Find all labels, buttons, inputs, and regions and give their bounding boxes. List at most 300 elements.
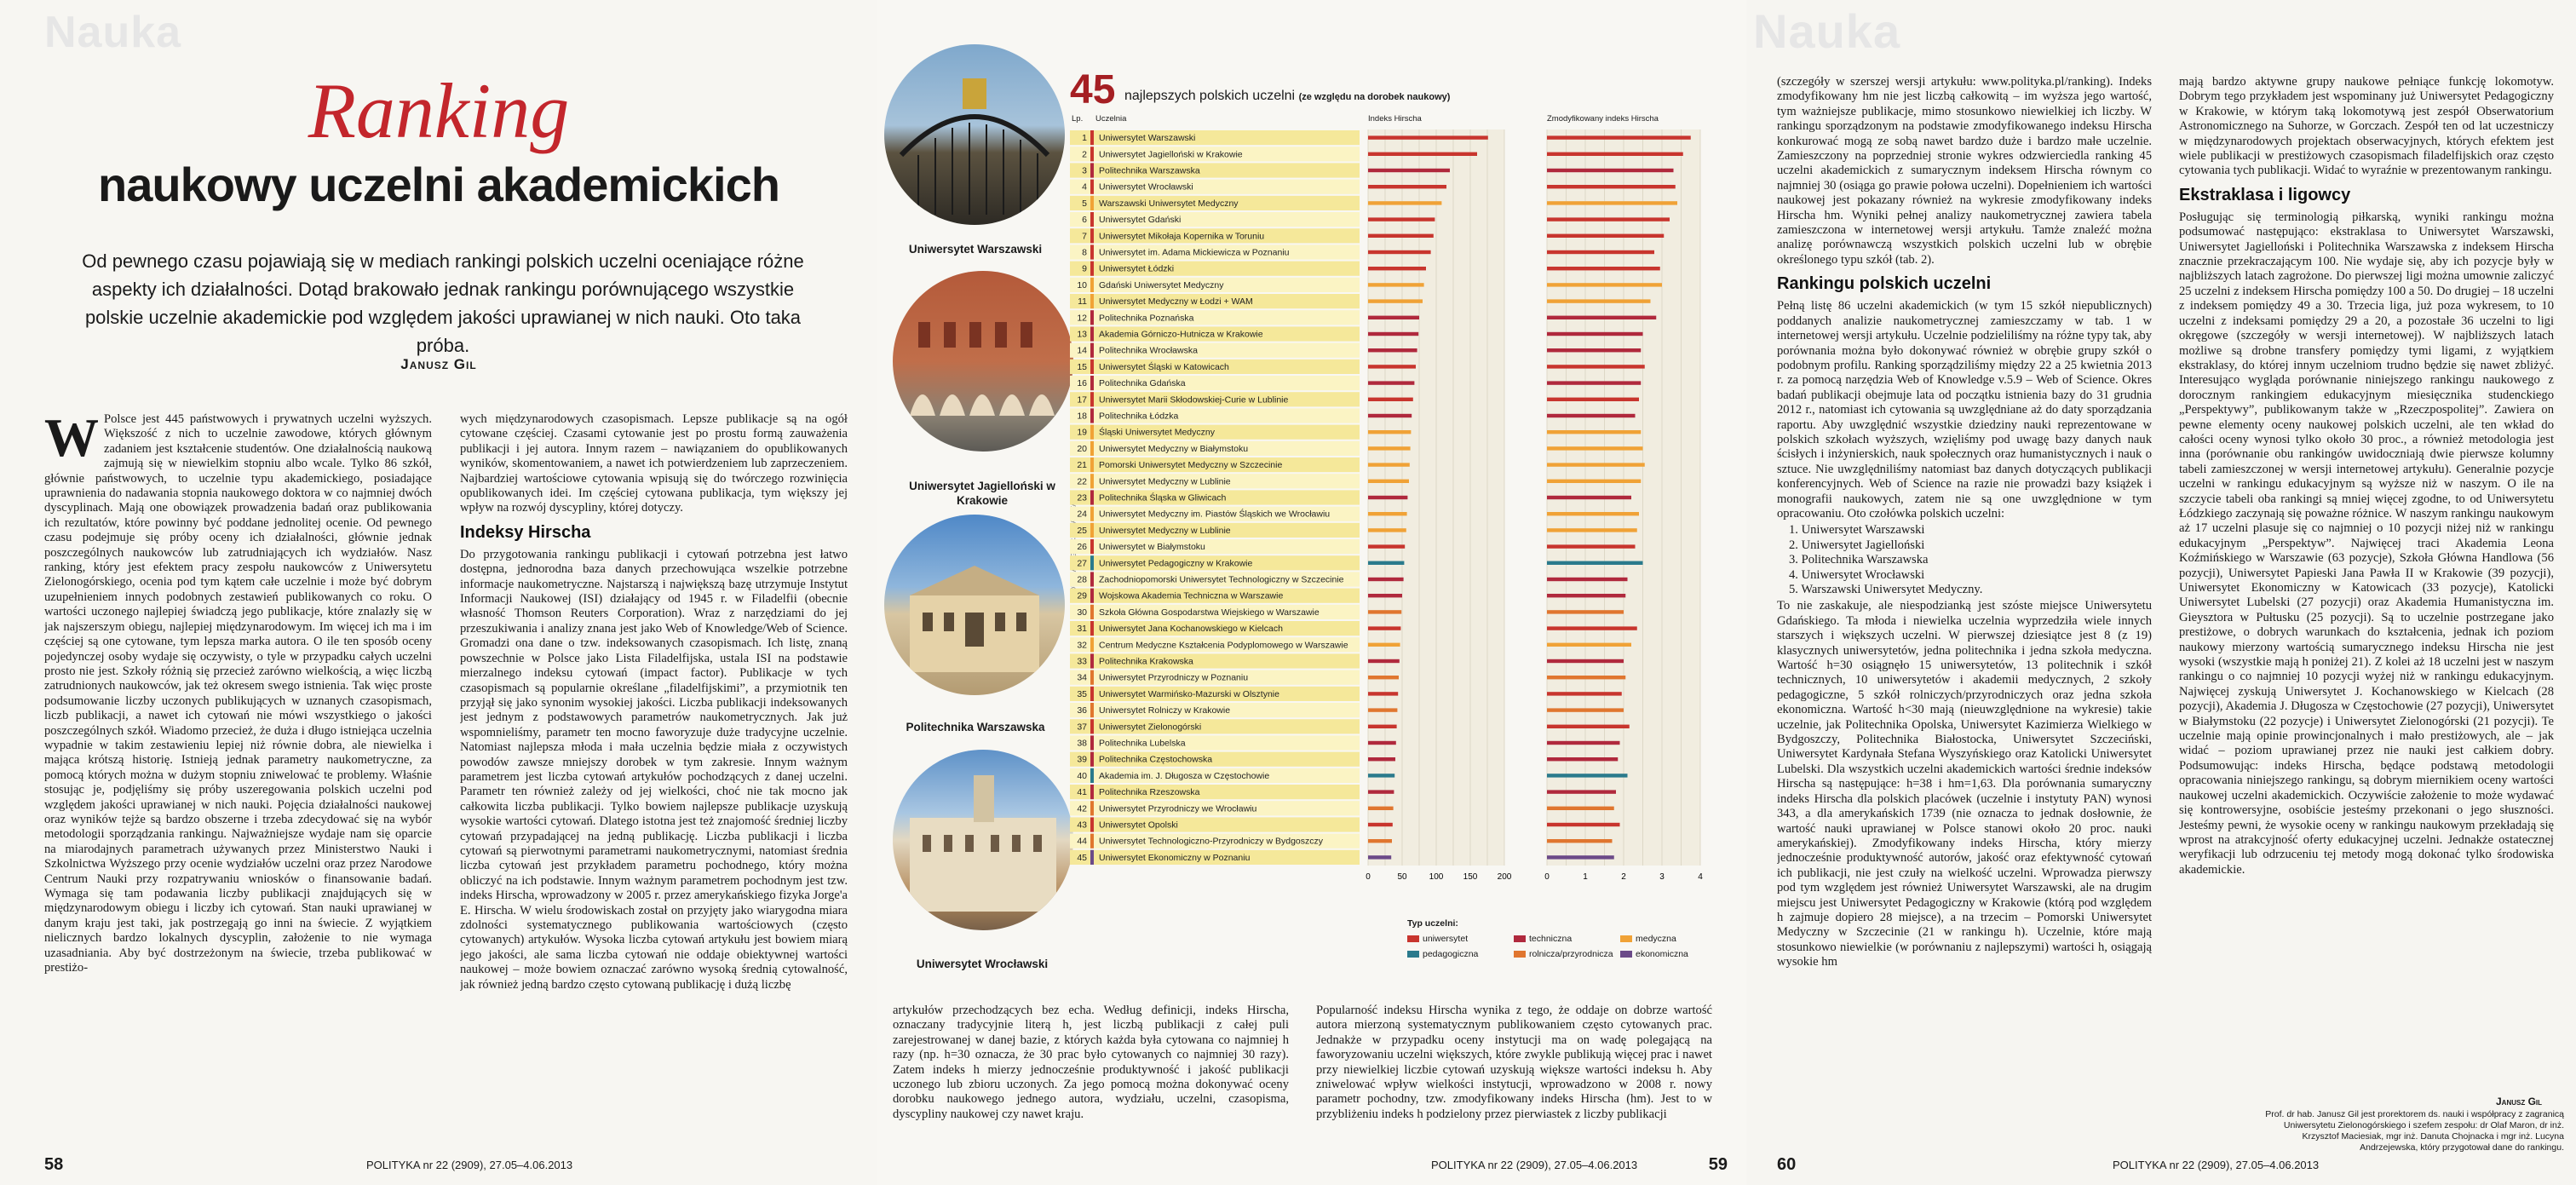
hm-bar — [1547, 855, 1614, 859]
type-marker — [1090, 621, 1094, 636]
university-name: Śląski Uniwersytet Medyczny — [1099, 427, 1215, 438]
h-bar — [1368, 381, 1414, 384]
hm-bar — [1547, 594, 1625, 597]
bottom-left-text: artykułów przechodzących bez echa. Według definicji, indeks Hirscha, oznaczany tradycyjnie literą h, jest liczbą publikacji z całej puli zarejestrowanej w danej bazie, z których każda była cytowana co najmniej h razy (np. h=30 oznacza, że 30 prac było cytowanych co najmniej 30 razy). Zatem indeks h mierzy jednocześnie produktywność i jakość publikacji uczonego lub zbioru uczonych. Za jego pomocą można dokonywać oceny dorobku naukowego jednego autora, wydziału, uczelni, czasopisma, dyscypliny naukowej czy nawet kraju. — [893, 1004, 1289, 1121]
legend — [1407, 918, 1731, 969]
bottom-right-text: Popularność indeksu Hirscha wynika z tego, że oddaje on dobrze wartość autora mierzoną systematycznym publikowaniem często cytowanych prac. Jednakże w przypadku oceny instytucji ma on wadę polegającą na faworyzowaniu uczelni większych, które zwykle publikują więcej prac i nawet przy niewielkiej liczbie cytowań uzyskują większe wartości indeksu h. Aby zniwelować wpływ wielkości instytucji, wprowadzono w 2008 r. nowy parametr pochodny, tzw. zmodyfikowany indeks Hirscha (hm). Jest to w przybliżeniu indeks h podzielony przez pierwiastek z liczby publikacji — [1316, 1004, 1712, 1121]
baroque-illustration — [893, 750, 1073, 930]
type-marker — [1090, 147, 1094, 161]
university-name: Uniwersytet Wrocławski — [1099, 181, 1193, 193]
page-59 — [877, 0, 1746, 1185]
hm-bar — [1547, 201, 1677, 204]
legend-label: ekonomiczna — [1636, 949, 1688, 959]
rank-number: 22 — [1077, 476, 1087, 487]
university-name: Akademia Górniczo-Hutnicza w Krakowie — [1099, 329, 1263, 340]
footer-text-60: POLITYKA nr 22 (2909), 27.05–4.06.2013 — [2113, 1159, 2320, 1171]
col-header-hm: Zmodyfikowany indeks Hirscha — [1547, 114, 1659, 124]
type-marker — [1090, 294, 1094, 308]
top-five-list — [1789, 523, 2152, 597]
hm-bar — [1547, 578, 1628, 581]
university-name: Gdański Uniwersytet Medyczny — [1099, 279, 1224, 290]
rank-number: 37 — [1077, 722, 1087, 733]
type-marker — [1090, 555, 1094, 570]
h-bar — [1368, 741, 1396, 745]
type-marker — [1090, 670, 1094, 685]
university-name: Uniwersytet Zielonogórski — [1099, 722, 1202, 733]
rank-number: 36 — [1077, 705, 1087, 716]
top-list-item: 2. Uniwersytet Jagielloński — [1789, 538, 1925, 552]
hm-bar — [1547, 561, 1643, 565]
column-1-text: Polsce jest 445 państwowych i prywatnych uczelni wyższych. Większość z nich to uczelnie zawodowe, których głównym zadaniem jest kształcenie studentów. One działalnością naukową zajmują się w niewielkim stopniu albo wcale. Tylko 86 szkół, głównie państwowych, to uczelnie typu akademickiego, posiadające uprawnienia do nadawania stopnia naukowego doktora w co najmniej dwóch dyscyplinach. Mają one obowiązek prowadzenia badań oraz publikowania ich rezultatów, które powinny być poddane jednolitej ocenie. Od pewnego czasu podejmuje się próby oceny ich działalności, głównie jednak poszczególnych naukowców lub zatrudniających ich wydziałów. Nasz ranking, który jest efektem pracy zespołu naukowców z Uniwersytetu Zielonogórskiego, ocenia pod tym kątem całe uczelnie i może być dobrym uzupełnieniem innych podobnych zestawień publikowanych co roku. O wartości uczonego najlepiej świadczą jego publikacje, które znalazły się w jak najszerszym obiegu, najlepiej międzynarodowym. Im więcej ich ma i im częściej są one cytowane, tym lepsza marka autora. O ile ten sposób oceny pojedynczej osoby wydaje się oczywisty, o tyle w przypadku całych uczelni prosto nie jest. Szkoły różnią się przecież zarówno wielkością, a więc liczbą zatrudnionych naukowców, jak też okresem swego istnienia. Tak więc proste podsumowanie liczby uczonych publikujących w uznanych czasopismach, liczb publikacji, a nawet ich cytowań nie mówi wszystkiego o jakości poszczególnych szkół. Wiadomo przecież, że duża i długo istniejąca uczelnia wypadnie w takim zestawieniu lepiej niż równie dobra, ale niewielka i mająca krótszą historię. Istnieją jednak parametry naukometryczne, za pomocą których można w dużym stopniu zniwelować te problemy. Właśnie stosując je, podjęliśmy się próby uszeregowania polskich uczelni pod względem jakości uprawianej w nich nauki. Pojęcia działalności naukowej oraz wyników tejże są bardzo obszerne i trzeba zdecydować się na wybór metodologii sporządzania rankingu. Najważniejsze wydaje nam się oparcie na miarodajnych parametrach używanych przez Ministerstwo Nauki i Szkolnictwa Wyższego przy ocenie wydziałów uczelni oraz przez Narodowe Centrum Nauki przy rozpatrywaniu wniosków o finansowanie badań. Wymaga się tam podawania liczby publikacji znajdujących się w międzynarodowym obiegu i liczby ich cytowań. Stan nauki uprawianej w danym kraju jest taki, jak postrzegają go inni na świecie. Z wyjątkiem nielicznych bardzo lokalnych dyscyplin, założenie to nie wymaga uzasadniania. Aby być dostrzeżonym na świecie, trzeba publikować w prestiżo- — [44, 412, 432, 975]
rank-number: 44 — [1077, 836, 1087, 847]
rank-number: 8 — [1082, 247, 1087, 258]
hm-bar — [1547, 217, 1670, 221]
section-header: Nauka — [44, 8, 182, 57]
h-bar — [1368, 283, 1424, 286]
university-name: Uniwersytet Rolniczy w Krakowie — [1099, 705, 1231, 716]
footer-right-59 — [1709, 1155, 1728, 1175]
rank-number: 3 — [1082, 165, 1087, 176]
h-bar — [1368, 234, 1434, 238]
lead: Od pewnego czasu pojawiają się w mediach rankingi polskich uczelni oceniające różne aspekty ich działalności. Dotąd brakowało jednak rankingu porównującego wszystkie polskie uczelnie akademickie pod względem jakości uprawianej w nich nauki. Oto taka próba. — [82, 250, 804, 356]
h-bar — [1368, 250, 1431, 254]
ranking-title — [1124, 89, 1450, 104]
rank-number: 32 — [1077, 640, 1087, 651]
type-marker — [1090, 376, 1094, 390]
hm-tick-label: 2 — [1621, 872, 1626, 882]
hm-bar — [1547, 544, 1636, 548]
type-marker — [1090, 441, 1094, 456]
hm-bar — [1547, 774, 1628, 777]
legend-item — [1514, 949, 1613, 959]
h-bar — [1368, 201, 1441, 204]
h-tick-label: 150 — [1463, 872, 1478, 882]
type-marker — [1090, 653, 1094, 668]
rank-number: 5 — [1082, 198, 1087, 209]
page-58 — [0, 0, 877, 1185]
hm-bar — [1547, 643, 1631, 647]
courtyard-illustration — [893, 271, 1073, 452]
type-marker — [1090, 589, 1094, 603]
col-header-h: Indeks Hirscha — [1368, 114, 1422, 124]
rank-number: 43 — [1077, 820, 1087, 831]
h-bar — [1368, 643, 1400, 647]
column-2b-text: Do przygotowania rankingu publikacji i cytowań potrzebna jest łatwo dostępna, jednorodna baza danych przechowująca wszelkie potrzebne informacje naukometryczne. Najstarszą i największą bazę utrzymuje Instytut Informacji Naukowej (ISI) działający od 1945 r. w Filadelfii (obecnie własność Thomson Reuters Corporation). Wraz z narzędziami do jej przeszukiwania i analizy znana jest jako Web of Knowledge/Web of Science. Gromadzi ona dane o tzw. indeksowanych czasopismach. Ich listę, znaną powszechnie w Polsce jako Lista Filadelfijska, ustala ISI na podstawie mierzalnego indeksu cytowań (impact factor). Publikacje w tych czasopismach są popularnie określane „filadelfijskimi”, a przymiotnik ten przyjął się jako synonim wysokiej jakości. Liczba publikacji indeksowanych jest jednym z podstawowych parametrów naukometrycznych. Jak już wspomnieliśmy, parametr ten mocno faworyzuje duże tradycyjne uczelnie. Natomiast najlepsza młoda i mała uczelnia będzie miała z oczywistych powodów zawsze mniejszy dorobek w tym zakresie. Innym ważnym parametrem jest liczba cytowań artykułów pochodzących z danej uczelni. Parametr ten również zależy od jej wielkości, choć nie tak mocno jak całkowita liczba publikacji. Tylko bowiem najlepsze publikacje uzyskują wysokie wartości cytowań. Dlatego istotna jest też znajomość średniej liczby cytowań przypadającej na jedną publikację. Liczba publikacji i liczba cytowań są pierwotnymi parametrami naukometrycznymi, natomiast średnia liczba cytowań jest przykładem parametru pochodnego, który można obliczyć na ich podstawie. Innym ważnym parametrem pochodnym jest tzw. indeks Hirscha, wprowadzony w 2005 r. przez amerykańskiego fizyka Jorge'a E. Hirscha. W wielu środowiskach został on przyjęty jako wiarygodna miara zdolności systematycznego publikowania wartościowych (często cytowanych) artykułów. Wysoka liczba cytowań artykułu jest bowiem miarą jego jakości, ale sama liczba cytowań nie oddaje obiektywnej wartości naukowej – może bowiem oznaczać zarówno wysoką średnią cytowalność, jak również jedną bardzo często cytowaną publikację i dużą liczbę — [460, 547, 848, 992]
type-marker — [1090, 572, 1094, 586]
photo-uj-courtyard — [893, 271, 1073, 452]
hm-bar — [1547, 135, 1691, 139]
type-marker — [1090, 343, 1094, 358]
hm-bar — [1547, 463, 1645, 466]
hm-bar — [1547, 332, 1643, 336]
type-marker — [1090, 490, 1094, 504]
type-marker — [1090, 768, 1094, 783]
university-name: Uniwersytet Pedagogiczny w Krakowie — [1099, 558, 1253, 569]
type-marker — [1090, 180, 1094, 194]
legend-swatch — [1407, 951, 1419, 958]
rank-number: 2 — [1082, 149, 1087, 160]
university-name: Politechnika Lubelska — [1099, 738, 1186, 749]
legend-label: rolnicza/przyrodnicza — [1529, 949, 1613, 959]
type-marker — [1090, 130, 1094, 145]
hm-bar — [1547, 790, 1616, 793]
university-name: Uniwersytet Medyczny w Lublinie — [1099, 525, 1231, 536]
subheading-ekstraklasa: Ekstraklasa i ligowcy — [2179, 185, 2351, 204]
author-signature: Janusz Gil — [2496, 1096, 2543, 1107]
type-marker — [1090, 605, 1094, 619]
h-tick-label: 100 — [1429, 872, 1444, 882]
type-marker — [1090, 801, 1094, 815]
column-2 — [460, 412, 848, 1153]
h-bar — [1368, 725, 1397, 728]
university-name: Politechnika Rzeszowska — [1099, 787, 1200, 798]
top-list-item: 4. Uniwersytet Wrocławski — [1789, 567, 1925, 582]
rank-number: 33 — [1077, 656, 1087, 667]
university-name: Uniwersytet Medyczny w Łodzi + WAM — [1099, 296, 1253, 308]
type-marker — [1090, 326, 1094, 341]
hm-bar — [1547, 807, 1614, 810]
legend-label: uniwersytet — [1423, 934, 1469, 944]
p60-column-1 — [1777, 75, 2152, 1147]
legend-swatch — [1514, 951, 1526, 958]
h-bar — [1368, 610, 1401, 613]
rank-number: 31 — [1077, 624, 1087, 635]
caption-pw: Politechnika Warszawska — [906, 721, 1045, 733]
hm-bar — [1547, 708, 1624, 711]
type-marker — [1090, 523, 1094, 538]
h-bar — [1368, 807, 1394, 810]
university-name: Uniwersytet Medyczny w Lublinie — [1099, 476, 1231, 487]
h-bar — [1368, 446, 1411, 450]
legend-item — [1620, 934, 1676, 944]
h-tick-label: 0 — [1366, 872, 1371, 882]
h-bar — [1368, 561, 1404, 565]
university-name: Uniwersytet Łódzki — [1099, 263, 1175, 274]
type-marker — [1090, 392, 1094, 406]
h-bar — [1368, 757, 1395, 761]
page-60 — [1746, 0, 2576, 1185]
h-bar — [1368, 855, 1391, 859]
h-bar — [1368, 135, 1488, 139]
rank-number: 21 — [1077, 460, 1087, 471]
title-rest: naukowy uczelni akademickich — [98, 158, 779, 211]
column-1 — [44, 412, 432, 1153]
university-name: Politechnika Wrocławska — [1099, 345, 1198, 356]
type-marker — [1090, 212, 1094, 227]
p60-column-2 — [2179, 75, 2554, 1097]
h-bar — [1368, 332, 1418, 336]
h-bar — [1368, 544, 1405, 548]
drop-cap: W — [44, 412, 99, 468]
photo-uwr-building — [893, 750, 1073, 930]
caption-uw: Uniwersytet Warszawski — [908, 243, 1043, 256]
university-name: Uniwersytet Jana Kochanowskiego w Kielcach — [1099, 624, 1283, 635]
type-marker — [1090, 719, 1094, 733]
rank-number: 35 — [1077, 688, 1087, 699]
university-name: Uniwersytet Marii Skłodowskiej-Curie w Lublinie — [1099, 394, 1289, 406]
legend-item — [1620, 949, 1688, 959]
ranking-chart — [1070, 126, 1717, 893]
p60-col2a: mają bardzo aktywne grupy naukowe pełniące funkcję lokomotyw. Dobrym tego przykładem jest wspominany już Uniwersytet Pedagogiczny w Krakowie, w którym taką lokomotywą jest zespół Obserwatorium Astronomicznego na Suhorze, w Gorczach. Zespół ten od lat uczestniczy w międzynarodowych projektach obserwacyjnych, których efektem jest wiele publikacji w prestiżowych czasopismach filadelfijskich oraz często cytowania tych publikacji. Widać to wyraźnie w prezentowanym rankingu. — [2179, 75, 2554, 178]
hm-bar — [1547, 152, 1683, 156]
hm-bar — [1547, 692, 1622, 695]
h-bar — [1368, 348, 1417, 352]
rank-number: 1 — [1082, 133, 1087, 144]
h-bar — [1368, 512, 1407, 515]
type-marker — [1090, 228, 1094, 243]
legend-item — [1514, 934, 1572, 944]
university-name: Uniwersytet Ekonomiczny w Poznaniu — [1099, 852, 1251, 863]
rank-number: 11 — [1078, 296, 1087, 308]
author: Janusz Gil — [400, 356, 477, 372]
hm-bar — [1547, 299, 1651, 302]
rank-number: 30 — [1077, 607, 1087, 618]
h-bar — [1368, 267, 1426, 270]
hm-bar — [1547, 446, 1643, 450]
hm-bar — [1547, 185, 1676, 188]
type-marker — [1090, 817, 1094, 831]
legend-item — [1407, 934, 1468, 944]
legend-item — [1407, 949, 1478, 959]
hm-bar — [1547, 741, 1620, 745]
legend-swatch — [1514, 935, 1526, 942]
rank-number: 26 — [1077, 542, 1087, 553]
rank-number: 18 — [1077, 411, 1087, 422]
hm-bar — [1547, 169, 1674, 172]
type-marker — [1090, 834, 1094, 848]
type-marker — [1090, 735, 1094, 750]
hm-bar — [1547, 725, 1630, 728]
page-number-59: 59 — [1708, 1155, 1728, 1174]
col-header-lp: Lp. — [1072, 114, 1084, 124]
h-bar — [1368, 692, 1398, 695]
title-ranking: Ranking — [308, 67, 570, 154]
rank-number: 40 — [1077, 770, 1087, 781]
legend-label: pedagogiczna — [1423, 949, 1479, 959]
column-2a-text: wych międzynarodowych czasopismach. Lepsze publikacje są na ogół cytowane częściej. Czasami cytowanie jest po prostu formą zauważenia publikacji i jej autora. Innym razem – nawiązaniem do opublikowanych wyników, skomentowaniem, a nawet ich potwierdzeniem lub zaprzeczeniem. Najbardziej wartościowe cytowania wpisują się do twórczego rozwinięcia opublikowanych idei. Im częściej cytowana publikacja, tym większy jej wpływ na rozwój dyscypliny, której dotyczy. — [460, 412, 848, 515]
hm-bar — [1547, 348, 1641, 352]
hm-bar — [1547, 659, 1624, 663]
h-bar — [1368, 414, 1412, 417]
university-name: Wojskowa Akademia Techniczna w Warszawie — [1099, 590, 1284, 601]
rank-number: 29 — [1077, 590, 1087, 601]
type-marker — [1090, 196, 1094, 210]
university-name: Uniwersytet Technologiczno-Przyrodniczy w Bydgoszczy — [1099, 836, 1323, 847]
legend-swatch — [1620, 951, 1632, 958]
type-marker — [1090, 507, 1094, 521]
p60-col1a: (szczegóły w szerszej wersji artykułu: www.polityka.pl/ranking). Indeks zmodyfikowany hm nie jest liczbą całkowitą – im wyższa jego wartość, tym ważniejsze publikacje, mimo stosunkowo niewielkiej ich liczby. W rankingu sporządzonym na podstawie zmodyfikowanego indeksu Hirscha konkurować mogą ze sobą nawet bardzo duże i bardzo małe uczelnie. Zamieszczony na poprzedniej stronie wykres odzwierciedla ranking 45 uczelni akademickich z sumarycznym indeksem Hirscha równym co najmniej 30 (osiąga go prawie połowa uczelni). Dopełnieniem ich wartości naukowej jest pokazany również na wykresie zmodyfikowany indeks Hirscha hm. Wyniki pełnej analizy naukometrycznej zawiera tabela zamieszczona w internetowej wersji artykułu. Tamże znaleźć można analizę porównawczą wszystkich polskich uczelni lub w obrębie określonego typu szkół (tab. 2). — [1777, 75, 2152, 267]
type-marker — [1090, 278, 1094, 292]
legend-label: techniczna — [1529, 934, 1573, 944]
hm-bar — [1547, 250, 1654, 254]
rank-number: 19 — [1077, 427, 1087, 438]
hm-bar — [1547, 676, 1625, 679]
university-name: Uniwersytet im. Adama Mickiewicza w Poznaniu — [1099, 247, 1290, 258]
footer-left-60 — [1777, 1155, 1796, 1175]
h-bar — [1368, 398, 1413, 401]
h-bar — [1368, 594, 1402, 597]
type-marker — [1090, 244, 1094, 259]
legend-swatch — [1620, 935, 1632, 942]
legend-label: medyczna — [1636, 934, 1676, 944]
university-name: Uniwersytet Jagielloński w Krakowie — [1099, 149, 1243, 160]
top-list-item: 1. Uniwersytet Warszawski — [1789, 523, 1925, 538]
hm-bar — [1547, 398, 1639, 401]
university-name: Uniwersytet Warmińsko-Mazurski w Olsztynie — [1099, 688, 1279, 699]
p60-col2b: Posługując się terminologią piłkarską, wyniki rankingu można podsumować następująco: ekstraklasa to Uniwersytet Warszawski, Uniwersytet Jagielloński i Politechnika Warszawska z indeksem Hirscha znacznie przekraczającym 100. Nie wydaje się, aby ich pozycje były w najbliższych latach zagrożone. Do pierwszej ligi można umownie zaliczyć 25 uczelni z indeksem Hirscha pomiędzy 100 a 50. Do drugiej – 18 uczelni z indeksem pomiędzy 49 a 30. Trzecia liga, już poza wykresem, to 10 uczelni z indeksami pomiędzy 29 a 20, a pozostałe 36 uczelni to ligi okręgowe (szczegóły w wersji internetowej). W najbliższych latach możliwe są drobne transfery pomiędzy tymi ligami, z wyjątkiem ekstraklasy, do której innym uczelniom trudno będzie się nawet zbliżyć. Interesująco wygląda porównanie niniejszego rankingu naukowego z dorocznym rankingiem edukacyjnym miesięcznika studenckiego „Perspektywy”, publikowanym także w „Rzeczpospolitej”. Zawiera on pewne elementy oceny naukowej polskich uczelni, ale ten wkład do całości oceny wynosi tylko około 30 proc., a również metodologia jest inna (porównanie obu rankingów uwidoczniają dwie pierwsze kolumny tabeli zamieszczonej w wersji internetowej artykułu). Generalnie pozycje uczelni w rankingu edukacyjnym są wyższe niż w naszym. O ile na szczycie tabeli oba rankingi są mniej więcej zgodne, to od Uniwersytetu Łódzkiego zaczynają się poważne różnice. W naszym rankingu naukowym aż 17 uczelni plasuje się co najmniej o 10 pozycji niżej niż w rankingu edukacyjnym „Perspektyw”. Najwięcej traci Akademia Leona Koźmińskiego w Warszawie (63 pozycje), Szkoła Główna Handlowa (56 pozycji), Uniwersytet Papieski Jana Pawła II w Krakowie (39 pozycji), Uniwersytet Ekonomiczny w Katowicach (33 pozycje), Katolicki Uniwersytet Lubelski (27 pozycji) oraz Akademia Humanistyczna im. Gieysztora w Pułtusku (25 pozycji). Są to uczelnie postrzegane jako prestiżowe, o dobrych warunkach do kształcenia, jednak ich poziom naukowy mierzony wartością sumarycznego indeksu Hirscha nie jest wysoki (wszystkie mają h poniżej 21). Z kolei aż 18 uczelni jest w naszym rankingu o co najmniej 10 pozycji wyżej niż w rankingu edukacyjnym. Najwięcej zyskują Uniwersytet J. Kochanowskiego w Kielcach (28 pozycji), Akademia J. Długosza w Częstochowie (27 pozycji), Uniwersytet w Białymstoku (22 pozycje) i Uniwersytet Zielonogórski (21 pozycji). Te uczelnie mają opinie prowincjonalnych i mało prestiżowych, ale – jak widać – poziom uprawianej przez nie nauki jest całkiem dobry. Podsumowując: indeks Hirscha, będące podstawą metodologii opracowania niniejszego rankingu, są dobrym miernikiem oceny wartości naukowej uczelni akademickich. Oczywiście założenie to może wydawać się kontrowersyjne, osobiście jesteśmy przekonani o jego słuszności. Jesteśmy pewni, że wysokie oceny w rankingu naukowym przekładają się wprost na atrakcyjność oferty edukacyjnej uczelni. Jednakże ostatecznej weryfikacji lub odrzuceniu tej metody mogą dokonać tylko środowiska akademickie. — [2179, 210, 2554, 877]
university-name: Uniwersytet w Białymstoku — [1099, 542, 1205, 553]
university-name: Politechnika Krakowska — [1099, 656, 1193, 667]
type-marker — [1090, 637, 1094, 652]
type-marker — [1090, 425, 1094, 440]
university-name: Uniwersytet Przyrodniczy w Poznaniu — [1099, 672, 1249, 683]
footer-text-59: POLITYKA nr 22 (2909), 27.05–4.06.2013 — [1431, 1159, 1638, 1171]
h-bar — [1368, 578, 1404, 581]
author-bio: Prof. dr hab. Janusz Gil jest prorektorem ds. nauki i współpracy z zagranicą Uniwersytetu Zielonogórskiego i szefem zespołu: dr Olaf Maron, dr inż. Krzysztof Maciesiak, mgr inż. Danuta Chojnacka i mgr inż. Lucyna Andrzejewska, który przygotował dane do rankingu. — [2265, 1109, 2564, 1153]
university-name: Politechnika Łódzka — [1099, 411, 1179, 422]
university-name: Uniwersytet Medyczny im. Piastów Śląskich we Wrocławiu — [1099, 509, 1331, 520]
bottom-right-column — [1316, 1004, 1712, 1148]
top-list-item: 3. Politechnika Warszawska — [1789, 553, 1929, 567]
rank-number: 34 — [1077, 672, 1087, 683]
hm-bar — [1547, 626, 1637, 630]
h-bar — [1368, 659, 1400, 663]
university-name: Centrum Medyczne Kształcenia Podyplomowego w Warszawie — [1099, 640, 1348, 651]
university-name: Warszawski Uniwersytet Medyczny — [1099, 198, 1239, 209]
ranking-table — [1070, 114, 1717, 966]
ranking-title-text: najlepszych polskich uczelni — [1124, 89, 1296, 103]
footer-text-58: POLITYKA nr 22 (2909), 27.05–4.06.2013 — [366, 1159, 573, 1171]
rank-number: 17 — [1077, 394, 1087, 406]
p60-col1b: Pełną listę 86 uczelni akademickich (w tym 15 szkół niepublicznych) poddanych analizie naukometrycznej zamieszczamy w tab. 1 w internetowej wersji artykułu. Uczelnie podzieliliśmy na różne typy tak, aby porównania można było dokonywać również w obrębie grupy szkół o podobnym profilu. Ranking sporządziliśmy między 22 a 25 kwietnia 2013 r. za pomocą narzędzia Web of Knowledge v.5.9 – Web of Science. Okres badań publikacji obejmuje lata od początku istnienia bazy do 31 grudnia 2012 r., natomiast ich cytowania są uwzględniane aż do daty sporządzania raportu. Aby uwzględnić wszystkie dziedziny nauki reprezentowane w polskich szkołach wyższych, wzięliśmy pod uwagę bazy danych nauk ścisłych i inżynierskich, nauk społecznych oraz humanistycznych i nauk o sztuce. Nie uwzględniliśmy natomiast baz danych dotyczących publikacji konferencyjnych. Web of Science na razie nie prowadzi bazy książek i monografii naukowych, zatem nie są one uwzględnione w tym opracowaniu. Oto czołówka polskich uczelni: — [1777, 299, 2152, 521]
rank-number: 16 — [1077, 378, 1087, 389]
hm-bar — [1547, 757, 1618, 761]
hm-bar — [1547, 823, 1620, 826]
h-bar — [1368, 708, 1397, 711]
hm-bar — [1547, 365, 1645, 368]
hm-bar — [1547, 381, 1641, 384]
type-marker — [1090, 360, 1094, 374]
university-name: Uniwersytet Mikołaja Kopernika w Toruniu — [1099, 231, 1265, 242]
type-marker — [1090, 850, 1094, 865]
rank-number: 28 — [1077, 574, 1087, 585]
university-name: Politechnika Poznańska — [1099, 313, 1194, 324]
h-bar — [1368, 496, 1407, 499]
university-name: Uniwersytet Przyrodniczy we Wrocławiu — [1099, 803, 1257, 814]
rank-number: 45 — [1077, 852, 1087, 863]
type-marker — [1090, 408, 1094, 423]
rank-number: 6 — [1082, 215, 1087, 226]
h-bar — [1368, 626, 1400, 630]
legend-swatch — [1407, 935, 1419, 942]
rank-number: 4 — [1082, 181, 1087, 193]
bottom-left-column — [893, 1004, 1289, 1148]
col-header-uczelnia: Uczelnia — [1095, 114, 1127, 124]
rank-number: 42 — [1077, 803, 1087, 814]
hm-bar — [1547, 839, 1613, 843]
rank-number: 20 — [1077, 443, 1087, 454]
page-number-60: 60 — [1777, 1155, 1797, 1174]
university-name: Uniwersytet Śląski w Katowicach — [1099, 361, 1229, 372]
hm-bar — [1547, 610, 1624, 613]
type-marker — [1090, 539, 1094, 554]
subheading-indeksy-hirscha: Indeksy Hirscha — [460, 522, 591, 542]
hm-bar — [1547, 430, 1641, 434]
h-tick-label: 200 — [1497, 872, 1512, 882]
p60-col1c: To nie zaskakuje, ale niespodzianką jest szóste miejsce Uniwersytetu Gdańskiego. Ta młoda i niewielka uczelnia wyprzedziła wiele innych starszych i większych uczelni. W pierwszej dziesiątce jest 8 (z 19) klasycznych uniwersytetów, jedna politechnika i jedna szkoła medyczna. Wartość h=30 osiągnęło 15 uniwersytetów, 13 politechnik i szkół technicznych, 10 uniwersytetów i akademii medycznych, 2 szkoły pedagogiczne, 5 szkół rolniczych/przyrodniczych oraz jedna szkoła ekonomiczna. Wartość h<30 mają (nieuwzględnione na wykresie) takie uczelnie, jak Politechnika Opolska, Uniwersytet Kazimierza Wielkiego w Bydgoszczy, Politechnika Białostocka, Uniwersytet Szczeciński, Uniwersytet Kardynała Stefana Wyszyńskiego oraz Katolicki Uniwersytet Lubelski. Dla wszystkich uczelni akademickich wartości średnie indeksów Hirscha są następujące: h=38 i hm=1,63. Dla porównania sumaryczny indeks Hirscha dla polskich placówek (uczelnie i instytuty PAN) wynosi 343, a dla amerykańskich 1739 (nie oznacza to jednak dosłownie, że wartość nauki uprawianej w Polsce stanowi około 20 proc. nauki amerykańskiej). Zmodyfikowany indeks Hirscha, który mierzy jednocześnie produktywność autorów, jakość oraz efektywność cytowań ich publikacji, nie jest czuły na wielkość uczelni. Wprowadza pierwszy pod tym względem jest również Uniwersytet Warszawski, ale na drugim miejscu jest Uniwersytet Pedagogiczny w Krakowie (którą pod względem h zajmuje dopiero 28 miejsce), a na trzecim – Pomorski Uniwersytet Medyczny w Szczecinie (21 w rankingu h). Uczelnie, które mają stosunkowo niewielkie (w porównaniu z najlepszymi) wartości h, osiągają wysokie hm — [1777, 599, 2152, 969]
type-marker — [1090, 687, 1094, 701]
type-marker — [1090, 785, 1094, 799]
h-tick-label: 50 — [1397, 872, 1407, 882]
hm-tick-label: 4 — [1698, 872, 1703, 882]
rank-number: 23 — [1077, 492, 1087, 503]
rank-number: 41 — [1077, 787, 1087, 798]
h-bar — [1368, 169, 1450, 172]
type-marker — [1090, 752, 1094, 767]
hm-bar — [1547, 316, 1656, 319]
h-bar — [1368, 185, 1446, 188]
university-name: Politechnika Śląska w Gliwicach — [1099, 492, 1227, 503]
university-name: Pomorski Uniwersytet Medyczny w Szczecinie — [1099, 460, 1283, 471]
h-bar — [1368, 823, 1393, 826]
h-bar — [1368, 299, 1423, 302]
caption-uj: Uniwersytet Jagielloński w Krakowie — [909, 480, 1055, 507]
hm-bar — [1547, 414, 1636, 417]
university-name: Uniwersytet Opolski — [1099, 820, 1178, 831]
university-name: Akademia im. J. Długosza w Częstochowie — [1099, 770, 1270, 781]
gate-illustration — [884, 44, 1065, 225]
subheading-ranking: Rankingu polskich uczelni — [1777, 274, 1992, 294]
rank-number: 10 — [1077, 279, 1087, 290]
university-name: Uniwersytet Warszawski — [1099, 133, 1196, 144]
hm-tick-label: 1 — [1583, 872, 1588, 882]
top-list-item: 5. Warszawski Uniwersytet Medyczny. — [1789, 583, 1983, 596]
h-bar — [1368, 152, 1477, 156]
type-marker — [1090, 262, 1094, 276]
rank-number: 14 — [1077, 345, 1087, 356]
hm-bar — [1547, 528, 1637, 532]
university-name: Uniwersytet Gdański — [1099, 215, 1182, 226]
rank-number: 15 — [1077, 361, 1087, 372]
type-marker — [1090, 703, 1094, 717]
type-marker — [1090, 457, 1094, 472]
h-bar — [1368, 676, 1399, 679]
hm-tick-label: 0 — [1544, 872, 1550, 882]
hm-bar — [1547, 267, 1660, 270]
rank-number: 13 — [1077, 329, 1087, 340]
hm-tick-label: 3 — [1659, 872, 1665, 882]
building-illustration — [884, 515, 1065, 695]
h-bar — [1368, 480, 1409, 483]
h-bar — [1368, 430, 1411, 434]
university-name: Politechnika Warszawska — [1099, 165, 1200, 176]
university-name: Zachodniopomorski Uniwersytet Technologiczny w Szczecinie — [1099, 574, 1344, 585]
h-bar — [1368, 463, 1410, 466]
h-bar — [1368, 790, 1394, 793]
hm-bar — [1547, 512, 1639, 515]
legend-title: Typ uczelni: — [1407, 918, 1458, 929]
h-bar — [1368, 316, 1419, 319]
hm-bar — [1547, 480, 1641, 483]
photo-pw-building — [884, 515, 1065, 695]
university-name: Politechnika Gdańska — [1099, 378, 1186, 389]
h-bar — [1368, 365, 1416, 368]
rank-number: 7 — [1082, 231, 1087, 242]
h-bar — [1368, 217, 1435, 221]
rank-number: 24 — [1077, 509, 1087, 520]
university-name: Szkoła Główna Gospodarstwa Wiejskiego w Warszawie — [1099, 607, 1320, 618]
h-bar — [1368, 839, 1392, 843]
